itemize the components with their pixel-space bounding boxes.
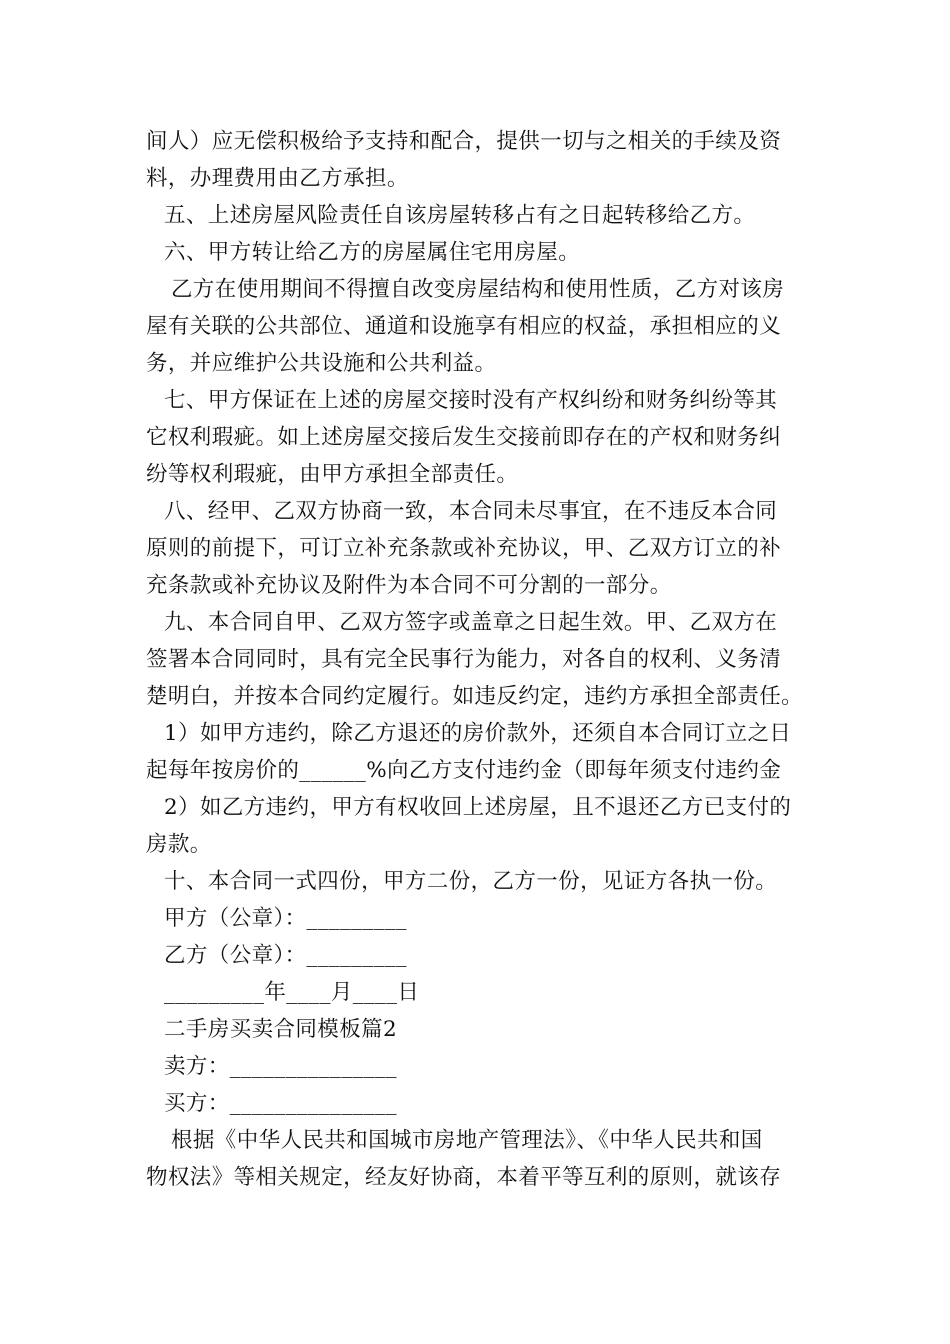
sub-clause-2: 2）如乙方违约，甲方有权收回上述房屋，且不退还乙方已支付的 xyxy=(164,795,792,820)
paragraph-line: 物权法》等相关规定，经友好协商，本着平等互利的原则，就该存 xyxy=(146,1165,782,1190)
signing-date: _________年____月____日 xyxy=(164,980,420,1005)
paragraph-line: 屋有关联的公共部位、通道和设施享有相应的权益，承担相应的义 xyxy=(146,314,782,339)
paragraph-line: 房款。 xyxy=(146,832,212,857)
paragraph-line: 乙方在使用期间不得擅自改变房屋结构和使用性质，乙方对该房 xyxy=(171,277,785,302)
paragraph-line: 充条款或补充协议及附件为本合同不可分割的一部分。 xyxy=(146,573,672,598)
paragraph-line: 料，办理费用由乙方承担。 xyxy=(146,166,409,191)
clause-9: 九、本合同自甲、乙双方签字或盖章之日起生效。甲、乙双方在 xyxy=(164,610,778,635)
clause-7: 七、甲方保证在上述的房屋交接时没有产权纠纷和财务纠纷等其 xyxy=(164,388,778,413)
clause-5: 五、上述房屋风险责任自该房屋转移占有之日起转移给乙方。 xyxy=(164,203,756,228)
clause-6: 六、甲方转让给乙方的房屋属住宅用房屋。 xyxy=(164,240,581,265)
party-b-seal: 乙方（公章）：_________ xyxy=(164,943,407,968)
paragraph-line: 纷等权利瑕疵，由甲方承担全部责任。 xyxy=(146,462,519,487)
sub-clause-1: 1）如甲方违约，除乙方退还的房价款外，还须自本合同订立之日 xyxy=(164,721,792,746)
paragraph-line: 楚明白，并按本合同约定履行。如违反约定，违约方承担全部责任。 xyxy=(146,684,804,709)
party-a-seal: 甲方（公章）：_________ xyxy=(164,906,407,931)
paragraph-line: 它权利瑕疵。如上述房屋交接后发生交接前即存在的产权和财务纠 xyxy=(146,425,782,450)
paragraph-line: 间人）应无偿积极给予支持和配合，提供一切与之相关的手续及资 xyxy=(146,129,782,154)
paragraph-line: 根据《中华人民共和国城市房地产管理法》、《中华人民共和国 xyxy=(171,1128,763,1153)
paragraph-line: 务，并应维护公共设施和公共利益。 xyxy=(146,351,497,376)
paragraph-line: 原则的前提下，可订立补充条款或补充协议，甲、乙双方订立的补 xyxy=(146,536,782,561)
seller-field: 卖方：_______________ xyxy=(164,1054,397,1079)
paragraph-line: 签署本合同同时，具有完全民事行为能力，对各自的权利、义务清 xyxy=(146,647,782,672)
paragraph-line: 起每年按房价的______%向乙方支付违约金（即每年须支付违约金 xyxy=(146,758,782,783)
buyer-field: 买方：_______________ xyxy=(164,1091,397,1116)
clause-10: 十、本合同一式四份，甲方二份，乙方一份，见证方各执一份。 xyxy=(164,869,778,894)
clause-8: 八、经甲、乙双方协商一致，本合同未尽事宜，在不违反本合同 xyxy=(164,499,778,524)
section-heading: 二手房买卖合同模板篇2 xyxy=(164,1017,398,1042)
